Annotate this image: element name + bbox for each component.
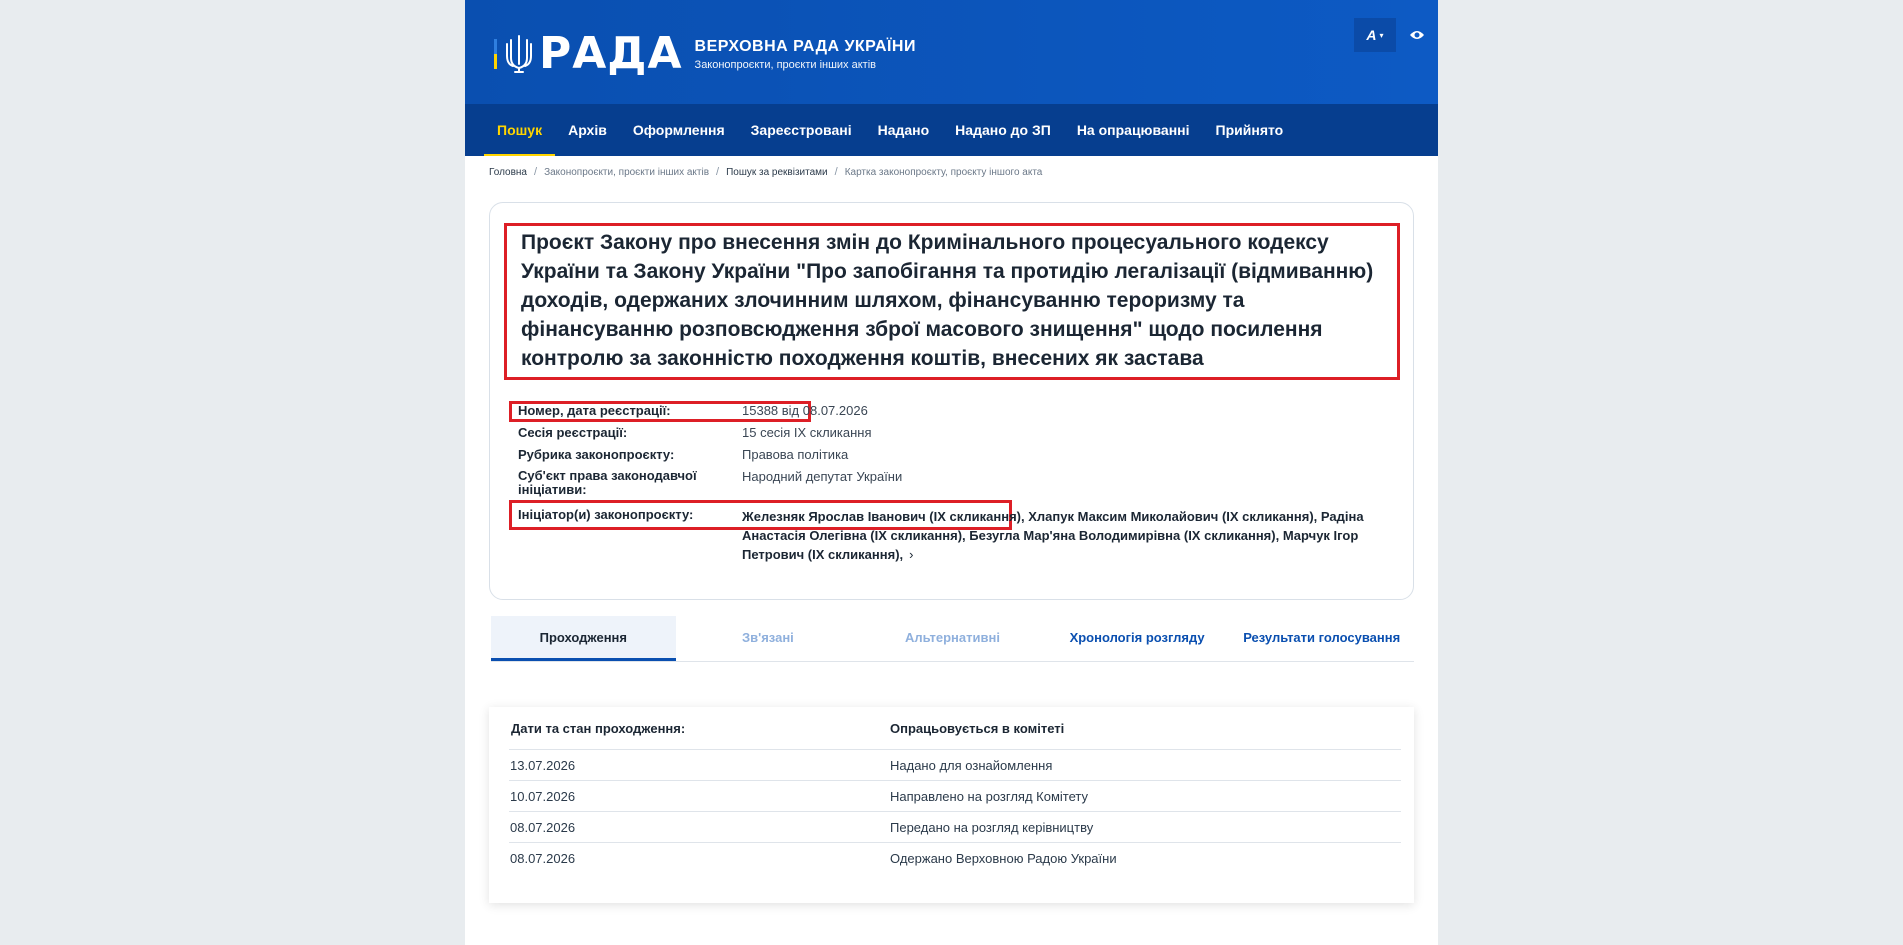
- prop-session-label: Сесія реєстрації:: [518, 425, 628, 440]
- flag-bar: [494, 39, 497, 69]
- logo-text: [695, 38, 916, 71]
- bill-card: [489, 202, 1414, 600]
- tab-alternative[interactable]: Альтернативні: [905, 630, 1000, 645]
- nav-item-archive[interactable]: Архів: [568, 122, 607, 138]
- tab-related[interactable]: Зв'язані: [741, 630, 794, 645]
- prop-registration: [518, 403, 1398, 425]
- site-logo[interactable]: [494, 28, 916, 79]
- breadcrumb-home[interactable]: Головна: [489, 166, 527, 178]
- prop-initiators-label: Ініціатор(и) законопроєкту:: [518, 507, 694, 522]
- row-status: Надано для ознайомлення: [890, 758, 1053, 773]
- prop-registration-value: 15388 від 08.07.2026: [742, 403, 868, 418]
- bill-properties: [518, 403, 1398, 564]
- nav-item-processing[interactable]: На опрацюванні: [1076, 122, 1190, 138]
- breadcrumb-separator: /: [534, 166, 538, 178]
- initiators-list: [742, 507, 1398, 564]
- row-date: 08.07.2026: [510, 820, 576, 835]
- initiator-link[interactable]: Железняк Ярослав Іванович (IX скликання): [742, 509, 1022, 524]
- row-status: Направлено на розгляд Комітету: [890, 789, 1088, 804]
- breadcrumb-search[interactable]: Пошук за реквізитами: [726, 166, 828, 178]
- tab-progress[interactable]: Проходження: [491, 616, 676, 661]
- table-row: [509, 811, 1401, 842]
- bill-title: Проєкт Закону про внесення змін до Кримінального процесуального кодексу України та Закону України "Про запобігання та протидію легалізації (відмиванню) доходів, одержаних злочинним шляхом, фінансуванню тероризму та фінансуванню розповсюдження зброї масового знищення" щодо посилення контролю за законністю походження коштів, внесених як застава: [504, 223, 1400, 380]
- nav-item-adopted[interactable]: Прийнято: [1215, 122, 1284, 138]
- prop-rubric-label: Рубрика законопроєкту:: [518, 447, 675, 462]
- prop-subject-label: Суб'єкт права законодавчої ініціативи:: [518, 468, 697, 497]
- font-size-button[interactable]: [1354, 18, 1396, 52]
- font-size-label: A: [1366, 27, 1377, 43]
- nav-item-search[interactable]: Пошук: [484, 104, 555, 156]
- prop-rubric: [518, 447, 1398, 469]
- eye-icon: [1409, 29, 1425, 41]
- progress-table: [489, 707, 1414, 903]
- trident-icon: [505, 34, 533, 74]
- tab-voting-results[interactable]: Результати голосування: [1243, 630, 1401, 645]
- breadcrumb-separator: /: [716, 166, 720, 178]
- breadcrumb-separator: /: [834, 166, 838, 178]
- breadcrumb-current: Картка законопроєкту, проєкту іншого акта: [844, 166, 1043, 178]
- row-date: 10.07.2026: [510, 789, 576, 804]
- row-status: Передано на розгляд керівництву: [890, 820, 1094, 835]
- prop-subject-value: Народний депутат України: [742, 469, 903, 484]
- main-nav: [465, 104, 1438, 156]
- prop-initiators: [518, 507, 1398, 564]
- prop-rubric-value: Правова політика: [742, 447, 849, 462]
- logo-word: РАДА: [539, 28, 683, 79]
- initiators-rest[interactable]: , Хлапук Максим Миколайович (IX скликання), Радіна Анастасія Олегівна (IX скликання), Безугла Мар'яна Володимирівна (IX скликання), Марчук Ігор Петрович (IX скликання),: [742, 509, 1364, 562]
- site-subtitle: Законопроєкти, проєкти інших актів: [694, 58, 876, 71]
- nav-item-drafting[interactable]: Оформлення: [632, 122, 725, 138]
- chevron-right-icon[interactable]: ›: [909, 547, 914, 562]
- prop-registration-label: Номер, дата реєстрації:: [518, 403, 671, 418]
- row-status: Одержано Верховною Радою України: [890, 851, 1117, 866]
- table-row: [509, 842, 1401, 873]
- row-date: 08.07.2026: [510, 851, 576, 866]
- chevron-down-icon: ▾: [1379, 30, 1384, 40]
- table-row: [509, 749, 1401, 780]
- site-header: [465, 0, 1438, 104]
- breadcrumb-bills[interactable]: Законопроєкти, проєкти інших актів: [544, 166, 710, 178]
- progress-header-status: Опрацьовується в комітеті: [890, 721, 1065, 736]
- site-title: ВЕРХОВНА РАДА УКРАЇНИ: [694, 37, 916, 55]
- breadcrumb: [489, 166, 1042, 178]
- table-row: [509, 780, 1401, 811]
- progress-header-dates: Дати та стан проходження:: [511, 721, 686, 736]
- nav-item-registered[interactable]: Зареєстровані: [750, 122, 852, 138]
- nav-item-submitted-zp[interactable]: Надано до ЗП: [955, 122, 1051, 138]
- nav-item-submitted[interactable]: Надано: [877, 122, 930, 138]
- row-date: 13.07.2026: [510, 758, 576, 773]
- page: [465, 0, 1438, 945]
- prop-session: [518, 425, 1398, 447]
- accessibility-button[interactable]: [1396, 18, 1438, 52]
- header-tools: [1354, 18, 1438, 52]
- prop-session-value: 15 сесія IX скликання: [742, 425, 872, 440]
- bill-tabs: [491, 616, 1414, 662]
- tab-chronology[interactable]: Хронологія розгляду: [1069, 630, 1205, 645]
